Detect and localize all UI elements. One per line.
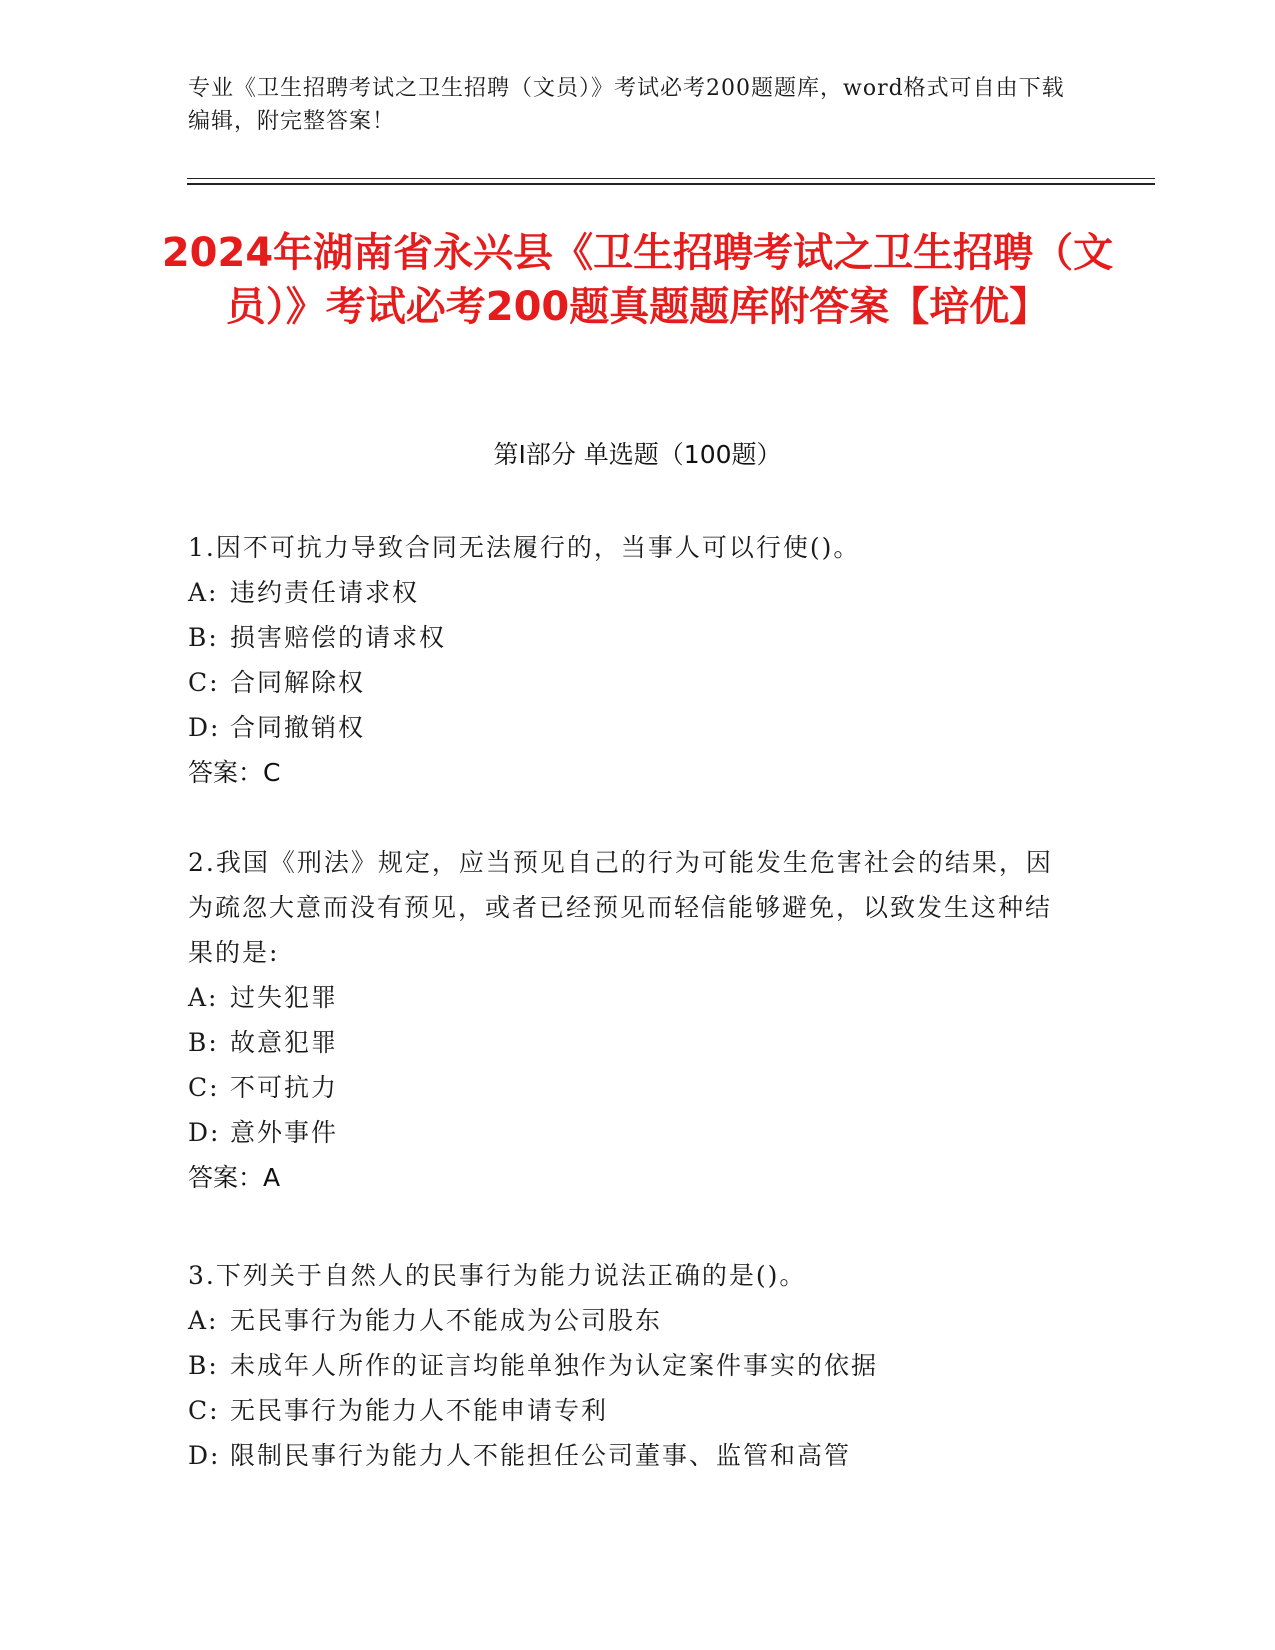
question-stem: 2.我国《刑法》规定，应当预见自己的行为可能发生危害社会的结果，因为疏忽大意而没有预见，或者已经预见而轻信能够避免，以致发生这种结果的是: [188, 848, 1053, 967]
option-text: 无民事行为能力人不能申请专利 [230, 1396, 609, 1425]
option-letter: C: [188, 1073, 220, 1102]
option-text: 故意犯罪 [230, 1028, 339, 1057]
answer-line: 答案：C [188, 758, 281, 787]
option-text: 无民事行为能力人不能成为公司股东 [230, 1306, 663, 1335]
option-c [188, 1065, 1068, 1110]
header-divider-thin [187, 178, 1155, 179]
option-letter: B: [188, 1028, 219, 1057]
option-letter: A: [188, 983, 219, 1012]
option-letter: D: [188, 713, 221, 742]
option-text: 合同撤销权 [230, 713, 366, 742]
option-letter: C: [188, 668, 220, 697]
question-1 [188, 525, 1068, 795]
option-text: 限制民事行为能力人不能担任公司董事、监管和高管 [230, 1441, 852, 1470]
option-text: 意外事件 [230, 1118, 339, 1147]
option-a [188, 570, 1068, 615]
option-d [188, 1110, 1068, 1155]
header-divider-thick [187, 183, 1155, 185]
option-d [188, 705, 1068, 750]
option-letter: A: [188, 578, 219, 607]
option-a [188, 975, 1068, 1020]
question-2 [188, 840, 1068, 1200]
option-d [188, 1433, 1068, 1478]
option-letter: C: [188, 1396, 220, 1425]
answer-line: 答案：A [188, 1163, 281, 1192]
document-title: 2024年湖南省永兴县《卫生招聘考试之卫生招聘（文员）》考试必考200题真题题库附答案【培优】 [161, 230, 1114, 330]
option-letter: B: [188, 1351, 219, 1380]
option-b [188, 1343, 1068, 1388]
option-letter: A: [188, 1306, 219, 1335]
option-b [188, 1020, 1068, 1065]
option-letter: D: [188, 1118, 221, 1147]
option-b [188, 615, 1068, 660]
option-letter: B: [188, 623, 219, 652]
option-c [188, 1388, 1068, 1433]
option-text: 违约责任请求权 [230, 578, 420, 607]
option-text: 合同解除权 [230, 668, 366, 697]
option-letter: D: [188, 1441, 221, 1470]
question-stem: 3.下列关于自然人的民事行为能力说法正确的是()。 [188, 1261, 807, 1290]
section-heading: 第Ⅰ部分 单选题（100题） [493, 440, 782, 469]
option-text: 过失犯罪 [230, 983, 339, 1012]
option-text: 不可抗力 [230, 1073, 339, 1102]
question-stem: 1.因不可抗力导致合同无法履行的，当事人可以行使()。 [188, 533, 861, 562]
header-note: 专业《卫生招聘考试之卫生招聘（文员）》考试必考200题题库，word格式可自由下载编辑，附完整答案！ [188, 76, 1065, 134]
option-text: 未成年人所作的证言均能单独作为认定案件事实的依据 [230, 1351, 879, 1380]
option-a [188, 1298, 1068, 1343]
option-text: 损害赔偿的请求权 [230, 623, 447, 652]
question-3 [188, 1253, 1068, 1478]
option-c [188, 660, 1068, 705]
